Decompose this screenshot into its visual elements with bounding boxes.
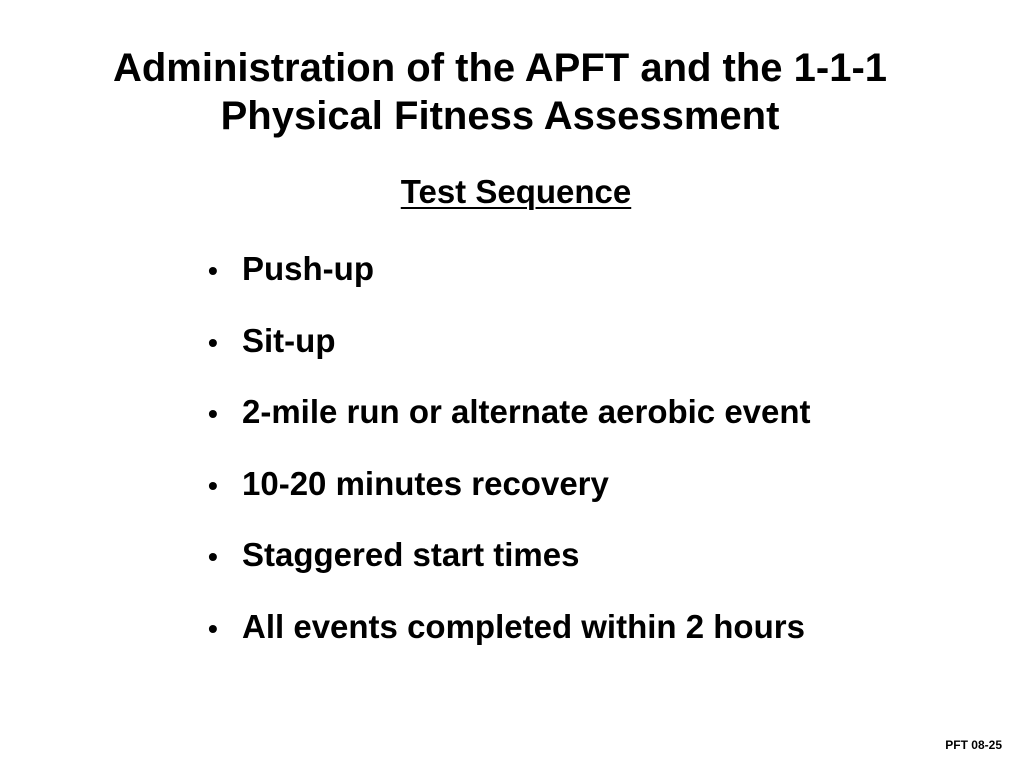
section-heading: Test Sequence [400, 173, 632, 210]
bullet-icon: • [208, 469, 218, 501]
slide-title [0, 44, 1000, 140]
bullet-icon: • [208, 541, 218, 573]
bullet-icon: • [208, 398, 218, 430]
bullet-item [208, 605, 811, 677]
bullet-text: All events completed within 2 hours [242, 607, 805, 645]
bullet-item [208, 390, 811, 462]
bullet-text: Staggered start times [242, 536, 580, 574]
slide-title-line-2: Physical Fitness Assessment [220, 94, 780, 138]
bullet-text: 2-mile run or alternate aerobic event [242, 393, 811, 431]
bullet-item [208, 319, 811, 391]
bullet-item [208, 533, 811, 605]
bullet-icon: • [208, 255, 218, 286]
bullet-text: Sit-up [242, 321, 336, 359]
bullet-text: Push-up [242, 250, 374, 287]
bullet-text: 10-20 minutes recovery [242, 464, 609, 502]
slide-footer-code: PFT 08-25 [945, 738, 1002, 752]
bullet-item [208, 247, 811, 319]
bullet-item [208, 462, 811, 534]
bullet-icon: • [208, 612, 218, 644]
bullet-list [208, 247, 811, 677]
bullet-icon: • [208, 326, 218, 358]
slide-title-line-1: Administration of the APFT and the 1-1-1 [112, 46, 888, 90]
